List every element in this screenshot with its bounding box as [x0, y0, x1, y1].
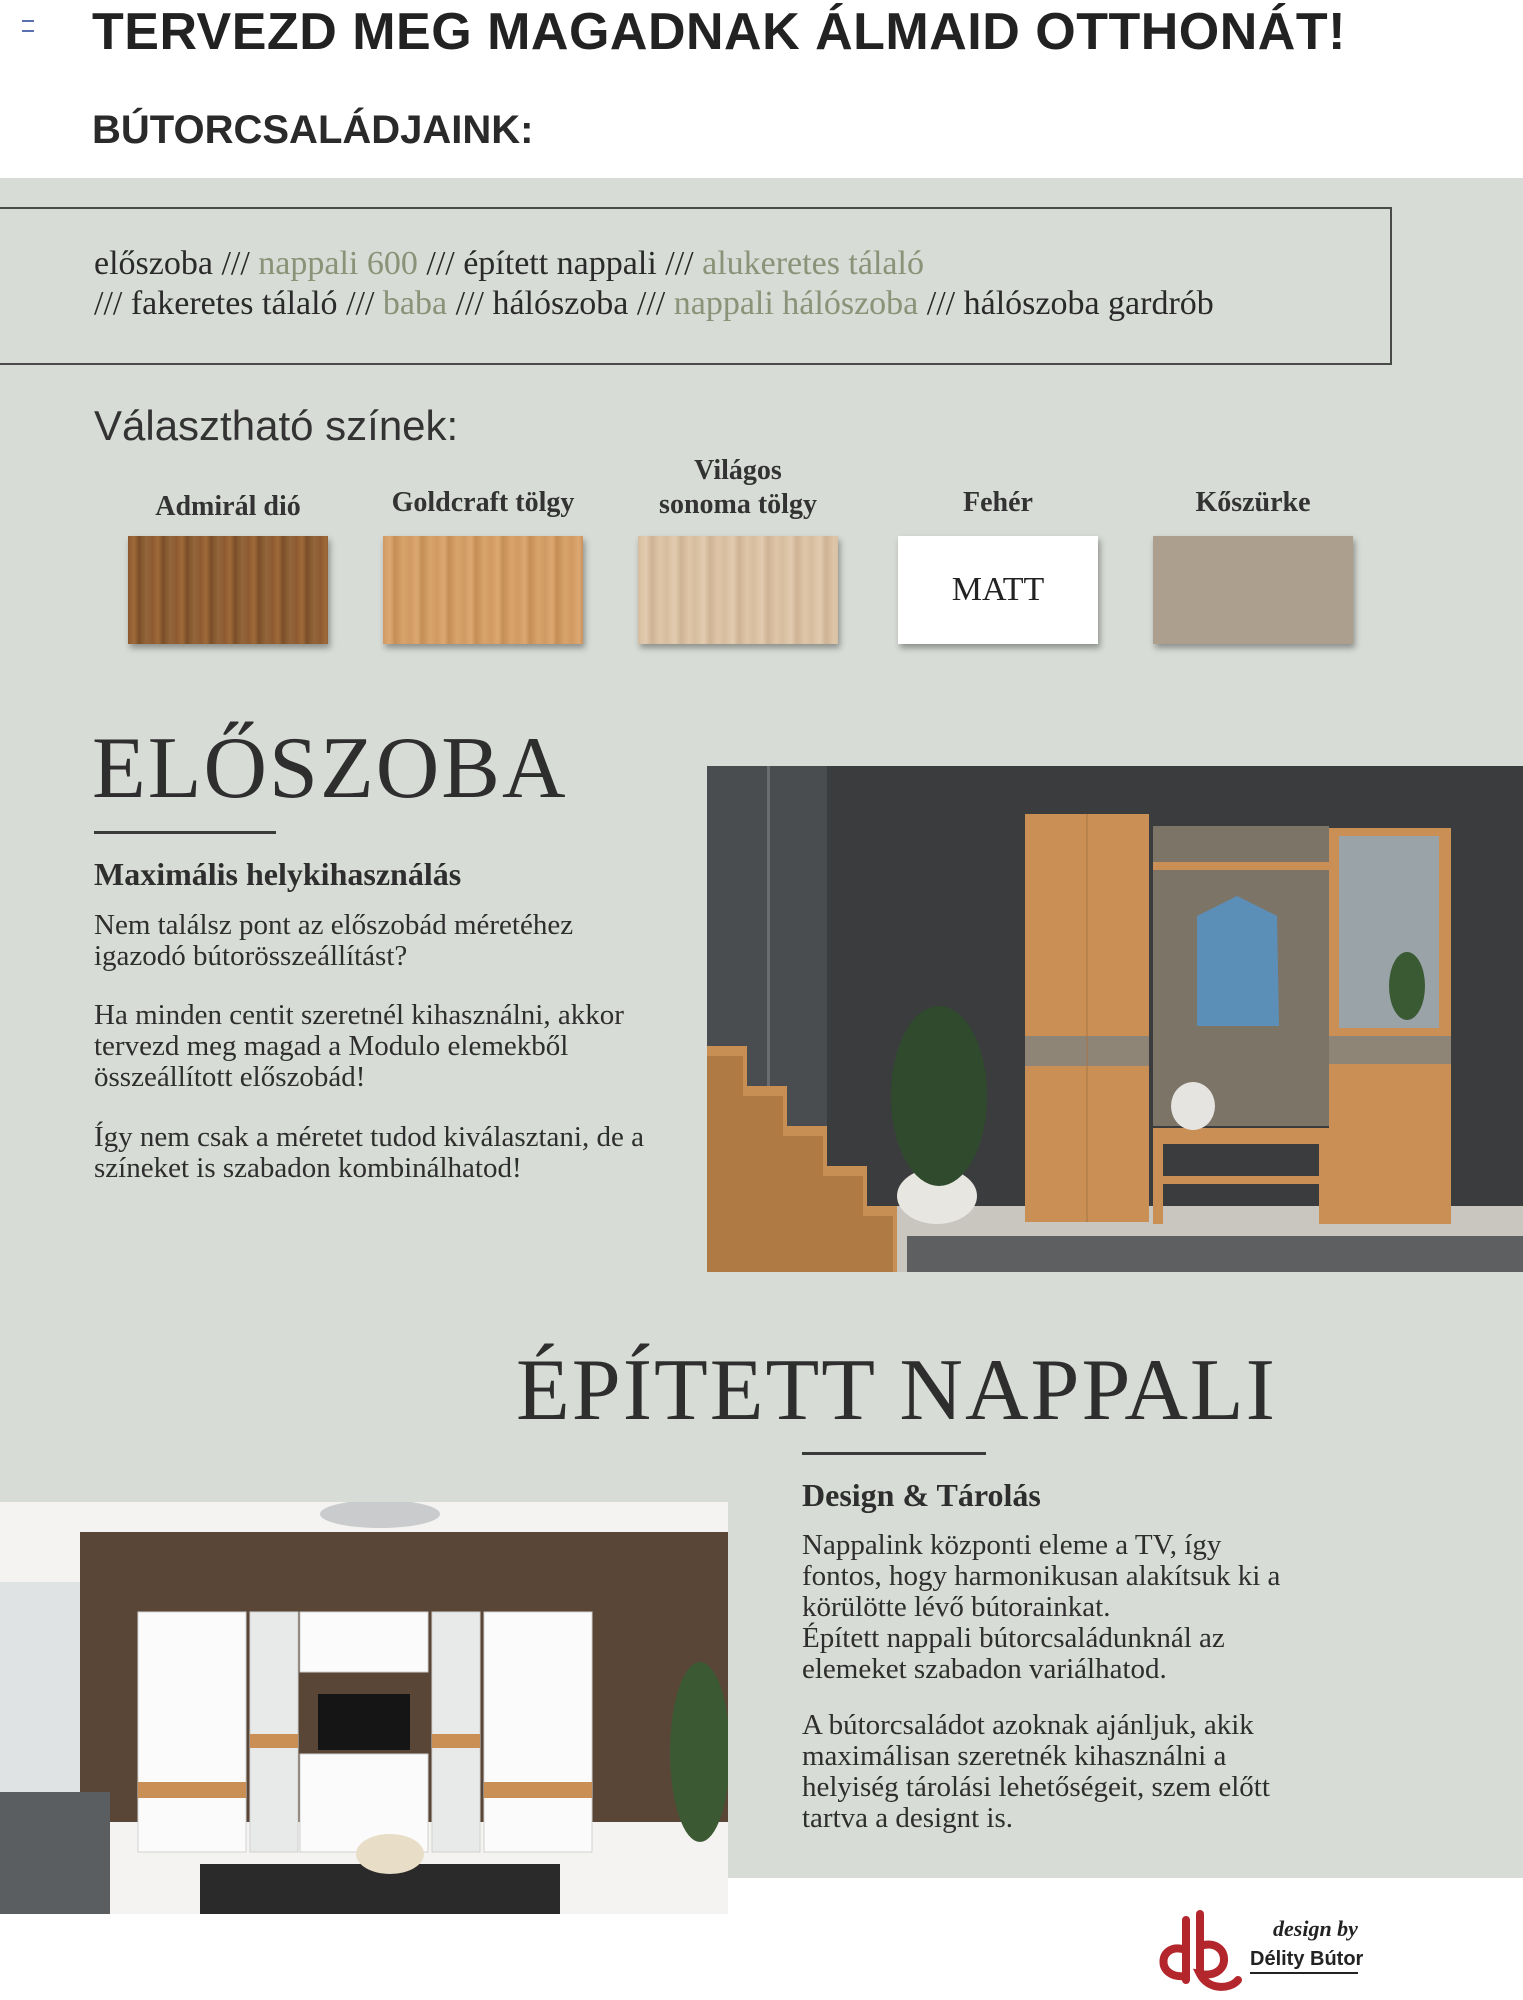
- furniture-families-box: [0, 207, 1392, 365]
- brand-mark-icon: [1148, 1910, 1248, 1994]
- swatch-goldcraft-tolgy: [383, 536, 583, 644]
- family-name: ///: [918, 285, 964, 322]
- eloszoba-paragraph-2: Ha minden centit szeretnél kihasználni, akkor tervezd meg magad a Modulo elemekből összeállított előszobád!: [94, 999, 624, 1093]
- colors-label: Választható színek:: [94, 402, 459, 449]
- page-title: TERVEZD MEG MAGADNAK ÁLMAID OTTHONÁT!: [92, 3, 1346, 61]
- swatch-admiral-dio: [128, 536, 328, 644]
- family-name: ///: [337, 285, 383, 322]
- swatch-koszurke: [1153, 536, 1353, 644]
- swatch-name-admiral-dio: Admirál dió: [155, 491, 301, 522]
- family-name: ///: [212, 245, 259, 282]
- swatch-name-line-1: Világos: [694, 455, 782, 486]
- family-name: ///: [94, 285, 131, 322]
- families-line-1: [94, 245, 924, 283]
- family-name: hálószoba: [492, 285, 629, 322]
- swatch-finish-label: MATT: [951, 571, 1045, 608]
- family-name: hálószoba gardrób: [963, 285, 1214, 322]
- divider: [802, 1452, 986, 1455]
- section-subtitle: BÚTORCSALÁDJAINK:: [92, 108, 534, 152]
- family-name: ///: [656, 245, 703, 282]
- family-name: ///: [628, 285, 674, 322]
- delity-butor-logo: [1148, 1906, 1368, 1998]
- family-name: ///: [417, 245, 464, 282]
- divider: [94, 831, 276, 834]
- family-name-highlight: baba: [382, 285, 448, 322]
- family-name: épített nappali: [463, 245, 657, 282]
- swatch-name-goldcraft-tolgy: Goldcraft tölgy: [391, 487, 575, 518]
- swatch-name-feher: Fehér: [963, 487, 1033, 518]
- logo-brand-name: Délity Bútor: [1250, 1948, 1364, 1970]
- living-room-furniture-photo: [0, 1502, 728, 1914]
- eloszoba-subtitle: Maximális helykihasználás: [94, 856, 462, 892]
- eloszoba-paragraph-3: Így nem csak a méretet tudod kiválasztani, de a színeket is szabadon kombinálhatod!: [94, 1121, 644, 1184]
- swatch-name-vilagos-sonoma-tolgy: [628, 454, 848, 522]
- families-line-2: [94, 285, 1214, 323]
- epitett-nappali-subtitle: Design & Tárolás: [802, 1477, 1041, 1513]
- logo-tagline: design by: [1273, 1916, 1358, 1941]
- swatch-name-koszurke: Kőszürke: [1195, 487, 1311, 518]
- epitett-nappali-paragraph-2: A bútorcsaládot azoknak ajánljuk, akik maximálisan szeretnék kihasználni a helyiség tárolási lehetőségeit, szem előtt tartva a designt is.: [802, 1709, 1270, 1834]
- epitett-nappali-title: ÉPÍTETT NAPPALI: [516, 1342, 1277, 1439]
- family-name-highlight: nappali 600: [258, 245, 418, 282]
- family-name: ///: [447, 285, 493, 322]
- family-name-highlight: alukeretes tálaló: [702, 245, 924, 282]
- hallway-furniture-photo: [707, 766, 1523, 1272]
- eloszoba-title: ELŐSZOBA: [92, 720, 568, 817]
- menu-icon: [22, 20, 34, 32]
- swatch-vilagos-sonoma-tolgy: [638, 536, 838, 644]
- logo-underline: [1250, 1972, 1358, 1974]
- eloszoba-paragraph-1: Nem találsz pont az előszobád méretéhez igazodó bútorösszeállítást?: [94, 909, 574, 972]
- family-name: előszoba: [94, 245, 213, 282]
- epitett-nappali-paragraph-1: Nappalink központi eleme a TV, így fontos, hogy harmonikusan alakítsuk ki a körülötte lévő bútorainkat. Épített nappali bútorcsaládunknál az elemeket szabadon variálhatod.: [802, 1529, 1281, 1685]
- family-name: fakeretes tálaló: [130, 285, 338, 322]
- swatch-feher: [898, 536, 1098, 644]
- family-name-highlight: nappali hálószoba: [673, 285, 919, 322]
- swatch-name-line-2: sonoma tölgy: [659, 489, 817, 520]
